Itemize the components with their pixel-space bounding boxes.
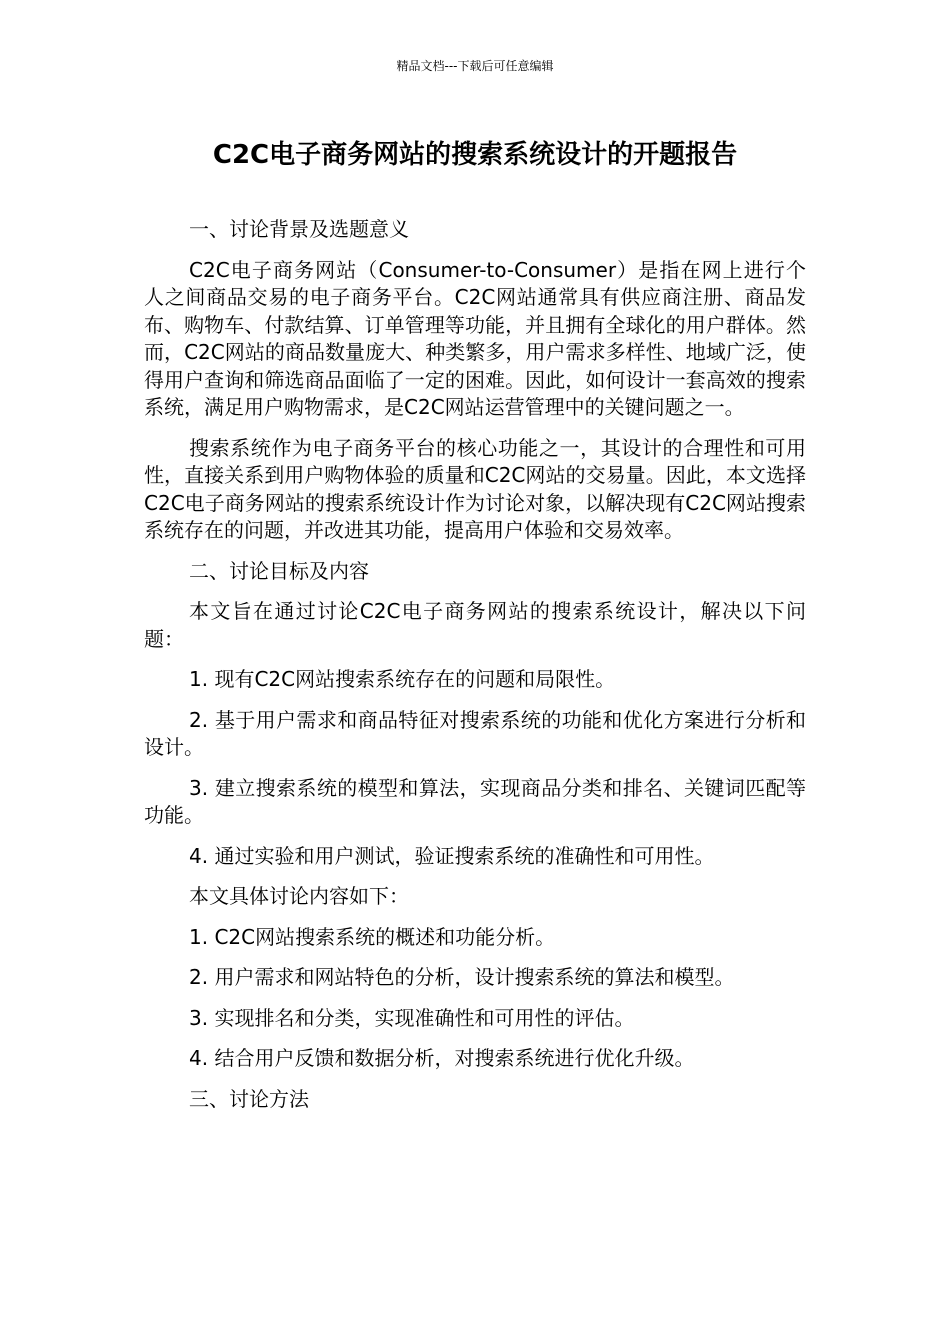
content-item-2: 2. 用户需求和网站特色的分析，设计搜索系统的算法和模型。 bbox=[189, 965, 735, 989]
paragraph-search-importance: 搜索系统作为电子商务平台的核心功能之一，其设计的合理性和可用性，直接关系到用户购物体验的质量和C2C网站的交易量。因此，本文选择C2C电子商务网站的搜索系统设计作为讨论对象，以解决现有C2C网站搜索系统存在的问题，并改进其功能，提高用户体验和交易效率。 bbox=[144, 435, 806, 542]
section-heading-methods: 三、讨论方法 bbox=[189, 1086, 309, 1111]
content-item-4: 4. 结合用户反馈和数据分析，对搜索系统进行优化升级。 bbox=[189, 1046, 695, 1070]
paragraph-content-intro: 本文具体讨论内容如下： bbox=[189, 884, 409, 908]
section-heading-goals: 二、讨论目标及内容 bbox=[189, 558, 369, 583]
section-heading-background: 一、讨论背景及选题意义 bbox=[189, 217, 409, 241]
document-title: C2C电子商务网站的搜索系统设计的开题报告 bbox=[212, 140, 738, 170]
goal-item-2: 2. 基于用户需求和商品特征对搜索系统的功能和优化方案进行分析和设计。 bbox=[144, 707, 806, 759]
goal-item-4: 4. 通过实验和用户测试，验证搜索系统的准确性和可用性。 bbox=[189, 843, 715, 868]
header-note: 精品文档---下载后可任意编辑 bbox=[396, 59, 554, 73]
goal-item-3: 3. 建立搜索系统的模型和算法，实现商品分类和排名、关键词匹配等功能。 bbox=[144, 775, 806, 827]
content-item-3: 3. 实现排名和分类，实现准确性和可用性的评估。 bbox=[189, 1005, 635, 1030]
document-body bbox=[144, 216, 806, 1126]
paragraph-goals-intro: 本文旨在通过讨论C2C电子商务网站的搜索系统设计，解决以下问题： bbox=[144, 599, 806, 651]
goal-item-1: 1. 现有C2C网站搜索系统存在的问题和局限性。 bbox=[189, 667, 616, 691]
content-item-1: 1. C2C网站搜索系统的概述和功能分析。 bbox=[189, 924, 556, 949]
paragraph-c2c-intro: C2C电子商务网站（Consumer-to-Consumer）是指在网上进行个人之间商品交易的电子商务平台。C2C网站通常具有供应商注册、商品发布、购物车、付款结算、订单管理等功能，并且拥有全球化的用户群体。然而，C2C网站的商品数量庞大、种类繁多，用户需求多样性、地域广泛，使得用户查询和筛选商品面临了一定的困难。因此，如何设计一套高效的搜索系统，满足用户购物需求，是C2C网站运营管理中的关键问题之一。 bbox=[144, 257, 806, 419]
